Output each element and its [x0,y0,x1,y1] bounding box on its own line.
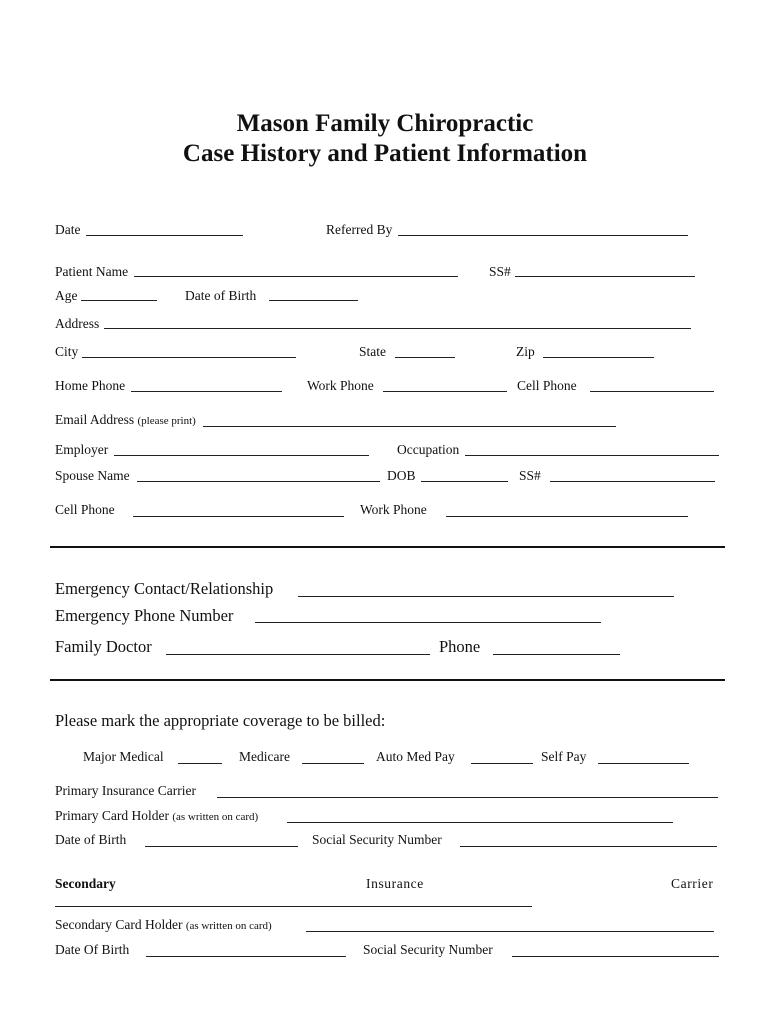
emergency-phone-field[interactable] [255,622,601,623]
date-field[interactable] [86,235,243,236]
primary-dob-label: Date of Birth [55,832,127,847]
section-divider-2 [50,679,725,681]
email-field[interactable] [203,426,616,427]
primary-carrier-field[interactable] [217,797,718,798]
state-label: State [359,344,386,359]
primary-carrier-label: Primary Insurance Carrier [55,783,196,798]
medicare-field[interactable] [302,763,364,764]
coverage-heading: Please mark the appropriate coverage to be billed: [55,711,386,730]
major-medical-field[interactable] [178,763,222,764]
secondary-ssn-label: Social Security Number [363,942,493,957]
patient-name-label: Patient Name [55,264,129,279]
spouse-ss-label: SS# [519,468,541,483]
major-medical-label: Major Medical [83,749,164,764]
emergency-phone-label: Emergency Phone Number [55,606,234,625]
patient-name-field[interactable] [134,276,458,277]
self-pay-label: Self Pay [541,749,587,764]
age-label: Age [55,288,78,303]
zip-label: Zip [516,344,535,359]
secondary-dob-label: Date Of Birth [55,942,130,957]
work-phone-label: Work Phone [307,378,374,393]
email-label [55,412,196,428]
primary-ssn-field[interactable] [460,846,717,847]
cell-phone-label: Cell Phone [517,378,577,393]
spouse-dob-field[interactable] [421,481,508,482]
self-pay-field[interactable] [598,763,689,764]
primary-card-holder-label [55,808,258,824]
family-doctor-label: Family Doctor [55,637,152,656]
spouse-ss-field[interactable] [550,481,715,482]
home-phone-label: Home Phone [55,378,126,393]
email-label-text: Email Address [55,412,135,427]
form-subtitle: Case History and Patient Information [182,140,588,167]
cell-phone-field[interactable] [590,391,714,392]
spouse-dob-label: DOB [387,468,416,483]
ss-label: SS# [489,264,511,279]
home-phone-field[interactable] [131,391,282,392]
dob-field[interactable] [269,300,358,301]
auto-med-pay-label: Auto Med Pay [376,749,455,764]
primary-card-holder-text: Primary Card Holder [55,808,169,823]
secondary-card-holder-label [55,917,272,933]
carrier-label: Carrier [671,876,714,891]
spouse-work-phone-label: Work Phone [360,502,427,517]
age-field[interactable] [81,300,157,301]
spouse-work-phone-field[interactable] [446,516,688,517]
spouse-cell-phone-label: Cell Phone [55,502,115,517]
dob-label: Date of Birth [185,288,257,303]
secondary-ssn-field[interactable] [512,956,719,957]
city-field[interactable] [82,357,296,358]
secondary-card-holder-field[interactable] [306,931,714,932]
please-print-note: (please print) [137,415,196,427]
spouse-name-label: Spouse Name [55,468,130,483]
emergency-contact-field[interactable] [298,596,674,597]
employer-label: Employer [55,442,109,457]
secondary-as-written-note: (as written on card) [185,920,272,932]
doctor-phone-field[interactable] [493,654,620,655]
doctor-phone-label: Phone [439,637,481,656]
state-field[interactable] [395,357,455,358]
work-phone-field[interactable] [383,391,507,392]
referred-by-field[interactable] [398,235,688,236]
ss-field[interactable] [515,276,695,277]
primary-dob-field[interactable] [145,846,298,847]
secondary-carrier-field[interactable] [55,906,532,907]
secondary-label: Secondary [55,876,116,891]
spouse-cell-phone-field[interactable] [133,516,344,517]
referred-by-label: Referred By [326,222,393,237]
family-doctor-field[interactable] [166,654,430,655]
city-label: City [55,344,79,359]
auto-med-pay-field[interactable] [471,763,533,764]
emergency-contact-label: Emergency Contact/Relationship [55,579,274,598]
spouse-name-field[interactable] [137,481,380,482]
zip-field[interactable] [543,357,654,358]
secondary-card-holder-text: Secondary Card Holder [55,917,183,932]
primary-card-holder-field[interactable] [287,822,673,823]
date-label: Date [55,222,81,237]
address-label: Address [55,316,100,331]
as-written-note: (as written on card) [172,811,259,823]
address-field[interactable] [104,328,691,329]
section-divider [50,546,725,548]
occupation-field[interactable] [465,455,719,456]
occupation-label: Occupation [397,442,460,457]
form-title: Mason Family Chiropractic [236,110,534,137]
insurance-label: Insurance [366,876,424,891]
primary-ssn-label: Social Security Number [312,832,442,847]
employer-field[interactable] [114,455,369,456]
secondary-dob-field[interactable] [146,956,346,957]
medicare-label: Medicare [239,749,290,764]
